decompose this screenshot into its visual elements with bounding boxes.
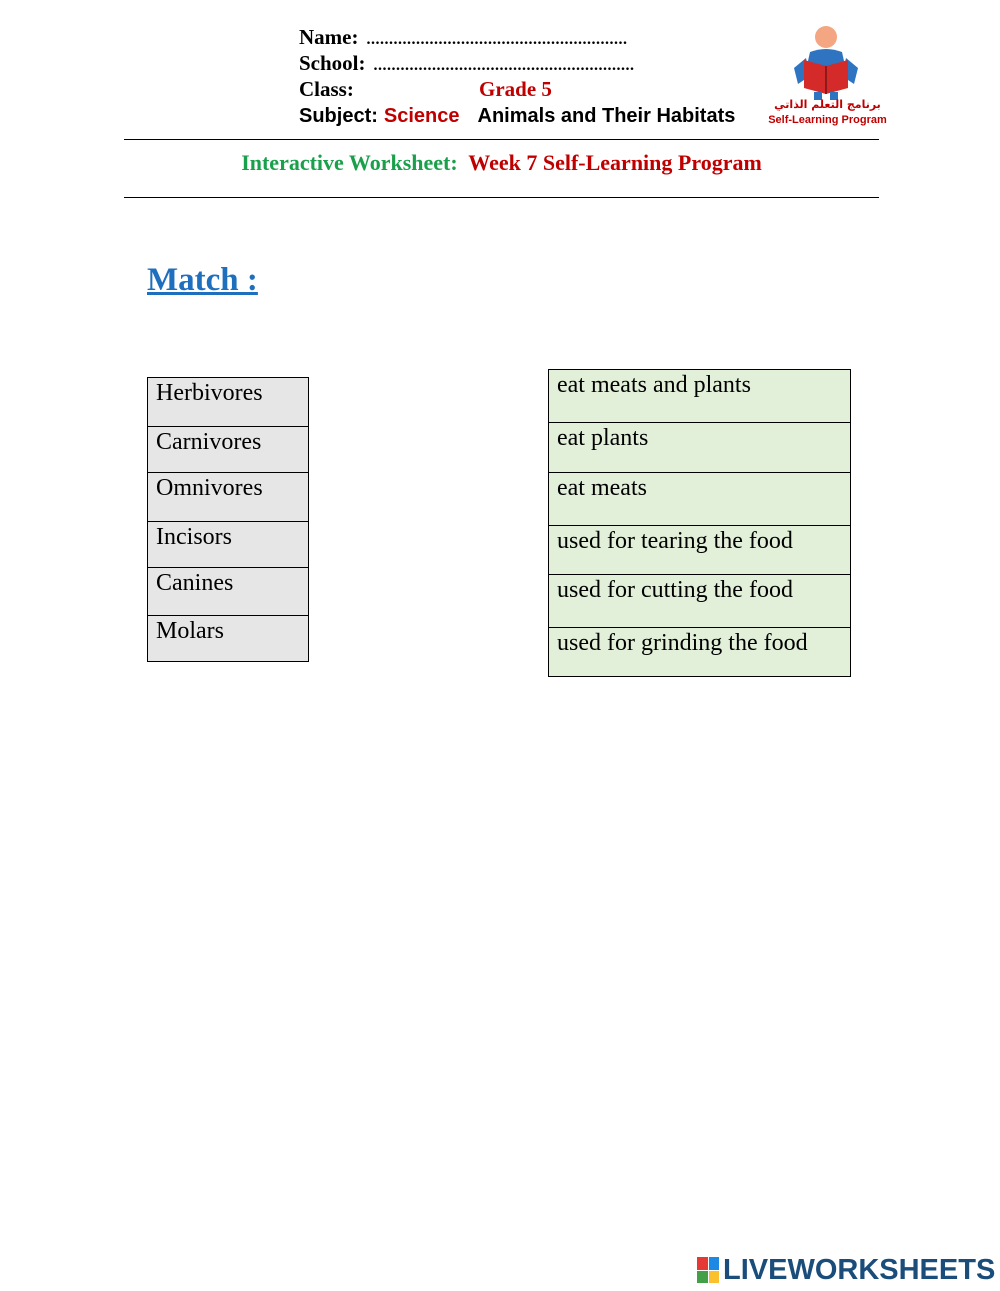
header-divider-bottom [124, 197, 879, 198]
student-reading-book-icon [760, 24, 895, 104]
name-field[interactable]: .......................................................... [366, 31, 628, 48]
name-label: Name: [299, 25, 359, 49]
match-definition[interactable]: eat meats and plants [548, 369, 851, 423]
logo-english-text: Self-Learning Program [768, 114, 887, 126]
worksheet-title-part1: Interactive Worksheet [241, 150, 451, 175]
header-divider-top [124, 139, 879, 140]
grade-value: Grade 5 [479, 77, 552, 101]
match-term[interactable]: Canines [147, 567, 309, 616]
school-label: School: [299, 51, 366, 75]
match-definition[interactable]: eat plants [548, 422, 851, 473]
liveworksheets-logo [697, 1252, 995, 1288]
match-definition[interactable]: used for tearing the food [548, 525, 851, 575]
match-term[interactable]: Molars [147, 615, 309, 662]
worksheet-title [124, 150, 879, 176]
worksheet-title-colon: : [450, 150, 458, 175]
match-term[interactable]: Omnivores [147, 472, 309, 522]
self-learning-logo [760, 24, 895, 134]
worksheet-title-part2: Week 7 Self-Learning Program [468, 150, 762, 175]
liveworksheets-mark-icon [697, 1257, 719, 1283]
match-term[interactable]: Herbivores [147, 377, 309, 427]
school-field[interactable]: .......................................................... [373, 57, 635, 74]
name-line [299, 24, 627, 53]
topic-value: Animals and Their Habitats [477, 105, 736, 127]
subject-label: Subject: [299, 105, 378, 127]
subject-value: Science [383, 105, 460, 127]
class-line [299, 76, 552, 102]
class-label: Class: [299, 77, 354, 101]
match-definition[interactable]: used for cutting the food [548, 574, 851, 628]
match-definition[interactable]: eat meats [548, 472, 851, 526]
liveworksheets-brand-text: LIVEWORKSHEETS [723, 1253, 996, 1286]
school-line [299, 50, 635, 79]
logo-arabic-text: برنامج التعلم الذاتي [774, 98, 881, 111]
match-term[interactable]: Carnivores [147, 426, 309, 473]
subject-line [299, 103, 735, 129]
match-heading: Match : [147, 262, 258, 298]
match-term[interactable]: Incisors [147, 521, 309, 568]
match-definition[interactable]: used for grinding the food [548, 627, 851, 677]
